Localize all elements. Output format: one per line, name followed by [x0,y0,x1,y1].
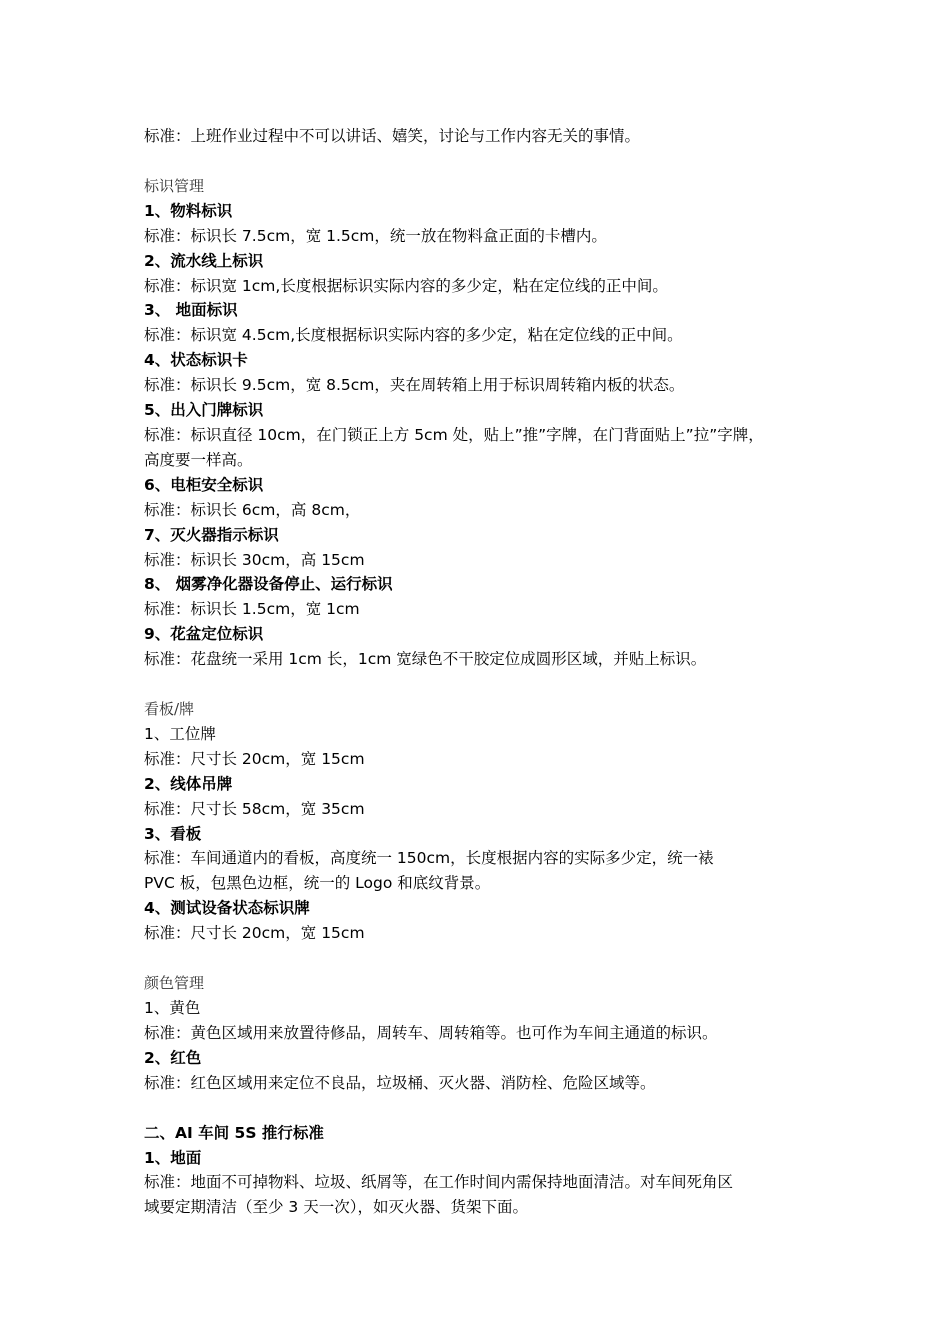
item-heading: 3、看板 [144,824,202,843]
item-text: 标准：黄色区域用来放置待修品，周转车、周转箱等。也可作为车间主通道的标识。 [144,1023,718,1042]
item-text: 标准：标识直径 10cm，在门锁正上方 5cm 处，贴上”推”字牌，在门背面贴上”拉”字牌， [144,425,764,444]
item-text: 标准：尺寸长 20cm，宽 15cm [144,749,365,768]
part-title: 二、AI 车间 5S 推行标准 [144,1123,324,1142]
item-text: 标准：红色区域用来定位不良品，垃圾桶、灭火器、消防栓、危险区域等。 [144,1073,656,1092]
item-text-cont: 域要定期清洁（至少 3 天一次），如灭火器、货架下面。 [144,1198,528,1217]
section-title: 颜色管理 [144,974,205,993]
section-title: 标识管理 [144,176,205,195]
item-text-cont: PVC 板，包黑色边框，统一的 Logo 和底纹背景。 [144,874,491,893]
item-text-cont: 高度要一样高。 [144,450,253,469]
item-text: 标准：地面不可掉物料、垃圾、纸屑等，在工作时间内需保持地面清洁。对车间死角区 [144,1173,734,1192]
item-text: 标准：车间通道内的看板，高度统一 150cm，长度根据内容的实际多少定，统一裱 [144,849,714,868]
item-heading: 7、灭火器指示标识 [144,525,279,544]
item-heading: 1、物料标识 [144,201,233,220]
item-text: 标准：标识长 30cm，高 15cm [144,550,365,569]
item-heading: 5、出入门牌标识 [144,401,264,420]
item-text: 标准：尺寸长 20cm，宽 15cm [144,924,365,943]
item-heading: 2、流水线上标识 [144,251,264,270]
item-heading: 9、花盆定位标识 [144,625,264,644]
item-heading: 2、红色 [144,1048,202,1067]
item-heading: 8、 烟雾净化器设备停止、运行标识 [144,575,393,594]
item-text: 标准：标识宽 4.5cm,长度根据标识实际内容的多少定，粘在定位线的正中间。 [144,326,683,345]
item-heading: 2、线体吊牌 [144,774,233,793]
item-text: 标准：标识长 1.5cm，宽 1cm [144,600,360,619]
item-text: 标准：标识长 7.5cm，宽 1.5cm，统一放在物料盒正面的卡槽内。 [144,226,607,245]
item-text: 标准：尺寸长 58cm，宽 35cm [144,799,365,818]
item-heading: 4、测试设备状态标识牌 [144,899,310,918]
intro-text: 标准：上班作业过程中不可以讲话、嬉笑，讨论与工作内容无关的事情。 [144,127,641,145]
item-text: 标准：标识长 9.5cm，宽 8.5cm，夹在周转箱上用于标识周转箱内板的状态。 [144,376,685,395]
item-text: 标准：标识长 6cm，高 8cm， [144,500,361,519]
item-heading: 1、地面 [144,1148,202,1167]
item-heading: 4、状态标识卡 [144,351,248,370]
item-heading: 1、工位牌 [144,724,216,743]
item-text: 标准：标识宽 1cm,长度根据标识实际内容的多少定，粘在定位线的正中间。 [144,276,668,295]
item-heading: 1、黄色 [144,999,201,1017]
section-title: 看板/牌 [144,700,195,719]
item-heading: 3、 地面标识 [144,301,238,320]
item-heading: 6、电柜安全标识 [144,475,264,494]
item-text: 标准：花盘统一采用 1cm 长，1cm 宽绿色不干胶定位成圆形区域，并贴上标识。 [144,650,707,669]
